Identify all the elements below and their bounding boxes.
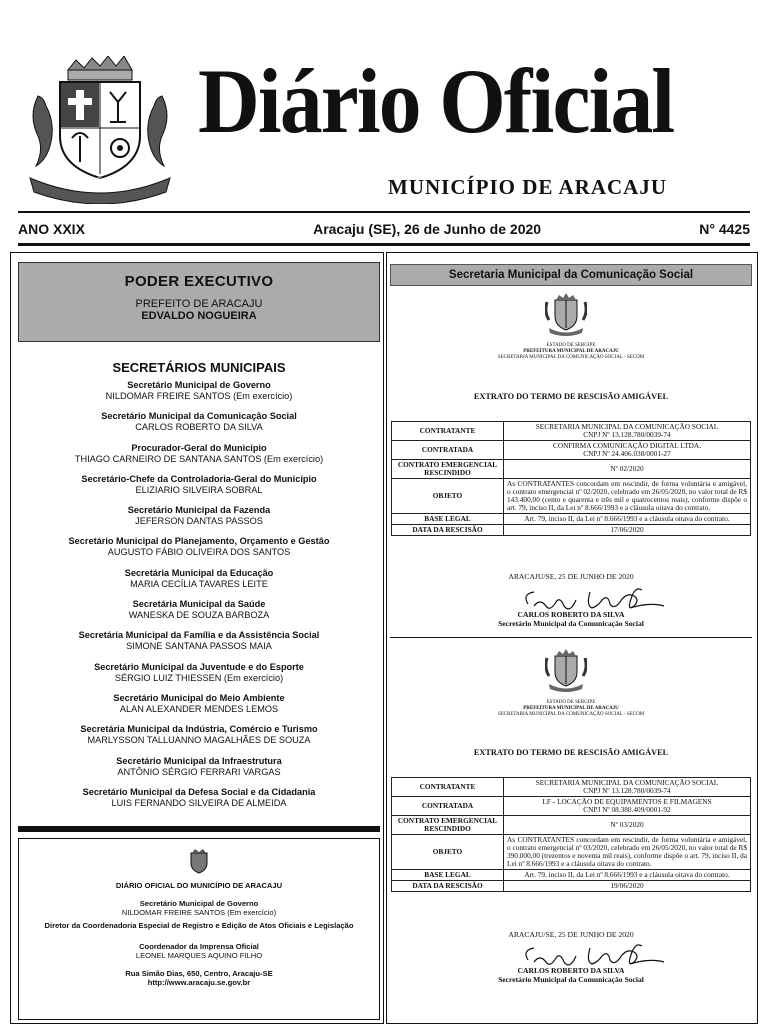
table-row: DATA DA RESCISÃO 19/06/2020 — [392, 881, 751, 892]
list-item: Secretário Municipal de Governo NILDOMAR FREIRE SANTOS (Em exercício) — [105, 380, 293, 401]
list-item: Secretário Municipal do Planejamento, Orçamento e Gestão AUGUSTO FÁBIO OLIVEIRA DOS SANTOS — [68, 536, 330, 558]
secretaries-heading: SECRETÁRIOS MUNICIPAIS — [112, 360, 286, 375]
footer-box — [18, 838, 380, 1020]
notice-1-signer: CARLOS ROBERTO DA SILVA Secretário Municipal da Comunicação Social — [498, 610, 644, 628]
footer-gov-name: NILDOMAR FREIRE SANTOS (Em exercício) — [121, 908, 277, 917]
bottom-rule — [18, 243, 750, 246]
list-item: Procurador-Geral do Município THIAGO CARNEIRO DE SANTANA SANTOS (Em exercício) — [74, 442, 324, 464]
table-row: BASE LEGAL Art. 79, inciso II, da Lei nº 8.666/1993 e a cláusula oitava do contrato. — [392, 514, 751, 525]
notice-1-header: ESTADO DE SERGIPE PREFEITURA MUNICIPAL DE ARACAJU SECRETARIA MUNICIPAL DA COMUNICAÇÃO SOCIAL - SECOM — [497, 343, 645, 360]
issue-number: N° 4425 — [699, 221, 750, 237]
list-item: Secretário-Chefe da Controladoria-Geral do Município ELIZIARIO SILVEIRA SOBRAL — [81, 473, 317, 495]
footer-press-name: LEONEL MARQUES AQUINO FILHO — [135, 951, 263, 960]
executive-box — [18, 262, 380, 342]
list-item: Secretário Municipal do Meio Ambiente ALAN ALEXANDER MENDES LEMOS — [113, 692, 285, 714]
table-row: OBJETO As CONTRATANTES concordam em rescindir, de forma voluntária e amigável, o contrato emergencial nº 02/2020, celebrado em 26/05/2020, no valor total de R$ 143.400,00 (cento e quarenta e três mil e quatrocentos reais), conforme dispõe o art. 79, inciso II, da Lei nº 8.666/1993 e a cláusula oitava do contrato. — [392, 479, 751, 514]
table-row: CONTRATO EMERGENCIAL RESCINDIDO Nº 03/2020 — [392, 816, 751, 835]
list-item: Secretária Municipal da Família e da Assistência Social SIMONE SANTANA PASSOS MAIA — [78, 630, 320, 652]
table-row: DATA DA RESCISÃO 17/06/2020 — [392, 525, 751, 536]
issue-place-date: Aracaju (SE), 26 de Junho de 2020 — [313, 221, 542, 237]
notice-2-table — [391, 777, 751, 892]
list-item: Secretário Municipal da Fazenda JEFERSON DANTAS PASSOS — [127, 505, 271, 527]
notice-1-heading: EXTRATO DO TERMO DE RESCISÃO AMIGÁVEL — [473, 392, 669, 401]
table-row: CONTRATANTE SECRETARIA MUNICIPAL DA COMUNICAÇÃO SOCIAL CNPJ Nº 13.128.780/0039-74 — [392, 778, 751, 797]
notice-crest-icon — [545, 292, 587, 336]
section-divider-bar — [18, 826, 380, 832]
notice-2-header: ESTADO DE SERGIPE PREFEITURA MUNICIPAL DE ARACAJU SECRETARIA MUNICIPAL DA COMUNICAÇÃO SOCIAL - SECOM — [497, 700, 645, 717]
footer-url: http://www.aracaju.se.gov.br — [147, 978, 251, 987]
list-item: Secretária Municipal da Saúde WANESKA DE SOUZA BARBOZA — [128, 599, 270, 621]
table-row: CONTRATANTE SECRETARIA MUNICIPAL DA COMUNICAÇÃO SOCIAL CNPJ Nº 13.128.780/0039-74 — [392, 422, 751, 441]
notice-2-heading: EXTRATO DO TERMO DE RESCISÃO AMIGÁVEL — [473, 748, 669, 757]
notice-1-city-date: ARACAJU/SE, 25 DE JUNHO DE 2020 — [508, 572, 634, 581]
list-item: Secretária Municipal da Indústria, Comércio e Turismo MARLYSSON TALLUANNO MAGALHÃES DE SOUZA — [80, 724, 318, 746]
notice-crest-icon — [545, 648, 587, 692]
list-item: Secretário Municipal da Defesa Social e da Cidadania LUIS FERNANDO SILVEIRA DE ALMEIDA — [82, 786, 316, 808]
mayor-name: EDVALDO NOGUEIRA — [141, 310, 257, 322]
list-item: Secretário Municipal da Juventude e do Esporte SÉRGIO LUIZ THIESSEN (Em exercício) — [94, 661, 304, 683]
executive-title: PODER EXECUTIVO — [124, 273, 274, 290]
footer-gov-role: Secretário Municipal de Governo — [139, 899, 259, 908]
table-row: BASE LEGAL Art. 79, inciso II, da Lei nº 8.666/1993 e a cláusula oitava do contrato. — [392, 870, 751, 881]
notice-divider — [390, 637, 752, 638]
list-item: Secretária Municipal da Educação MARIA CECÍLIA TAVARES LEITE — [124, 567, 274, 589]
newspaper-subtitle: MUNICÍPIO DE ARACAJU — [388, 175, 668, 199]
footer-org: DIÁRIO OFICIAL DO MUNICÍPIO DE ARACAJU — [115, 881, 283, 890]
table-row: OBJETO As CONTRATANTES concordam em rescindir, de forma voluntária e amigável, o contrato emergencial nº 03/2020, celebrado em 26/05/2020, no valor total de R$ 390.000,00 (trezentos e noventa mil reais), conforme dispõe o art. 79, inciso II, da Lei nº 8.666/1993 e a cláusula oitava do contrato. — [392, 835, 751, 870]
table-row: CONTRATADA CONFIRMA COMUNICAÇÃO DIGITAL LTDA. CNPJ Nº 24.406.038/0001-27 — [392, 441, 751, 460]
table-row: CONTRATADA LF - LOCAÇÃO DE EQUIPAMENTOS E FILMAGENS CNPJ Nº 08.380.409/0001-92 — [392, 797, 751, 816]
footer-address: Rua Simão Dias, 650, Centro, Aracaju-SE — [125, 969, 273, 978]
top-rule — [18, 211, 750, 213]
newspaper-title: Diário Oficial — [198, 50, 674, 152]
issue-bar — [18, 216, 750, 242]
footer-press-role: Coordenador da Imprensa Oficial — [139, 942, 259, 951]
notice-1-table — [391, 421, 751, 536]
crest-motto: PAX ET LABOR — [67, 176, 139, 186]
notice-2-city-date: ARACAJU/SE, 25 DE JUNHO DE 2020 — [508, 930, 634, 939]
list-item: Secretário Municipal da Infraestrutura ANTÔNIO SÉRGIO FERRARI VARGAS — [116, 755, 282, 777]
footer-director-line: Diretor da Coordenadoria Especial de Registro e Edição de Atos Oficiais e Legislação — [44, 921, 354, 930]
secretaries-list — [18, 380, 380, 818]
right-column — [386, 252, 758, 1024]
issue-year: ANO XXIX — [18, 221, 85, 237]
list-item: Secretário Municipal da Comunicação Social CARLOS ROBERTO DA SILVA — [101, 411, 297, 433]
footer-crest-icon — [19, 847, 379, 877]
mayor-label: PREFEITO DE ARACAJU — [135, 298, 263, 310]
table-row: CONTRATO EMERGENCIAL RESCINDIDO Nº 02/2020 — [392, 460, 751, 479]
right-section-title: Secretaria Municipal da Comunicação Social — [390, 264, 752, 286]
notice-2-signer: CARLOS ROBERTO DA SILVA Secretário Municipal da Comunicação Social — [498, 966, 644, 984]
